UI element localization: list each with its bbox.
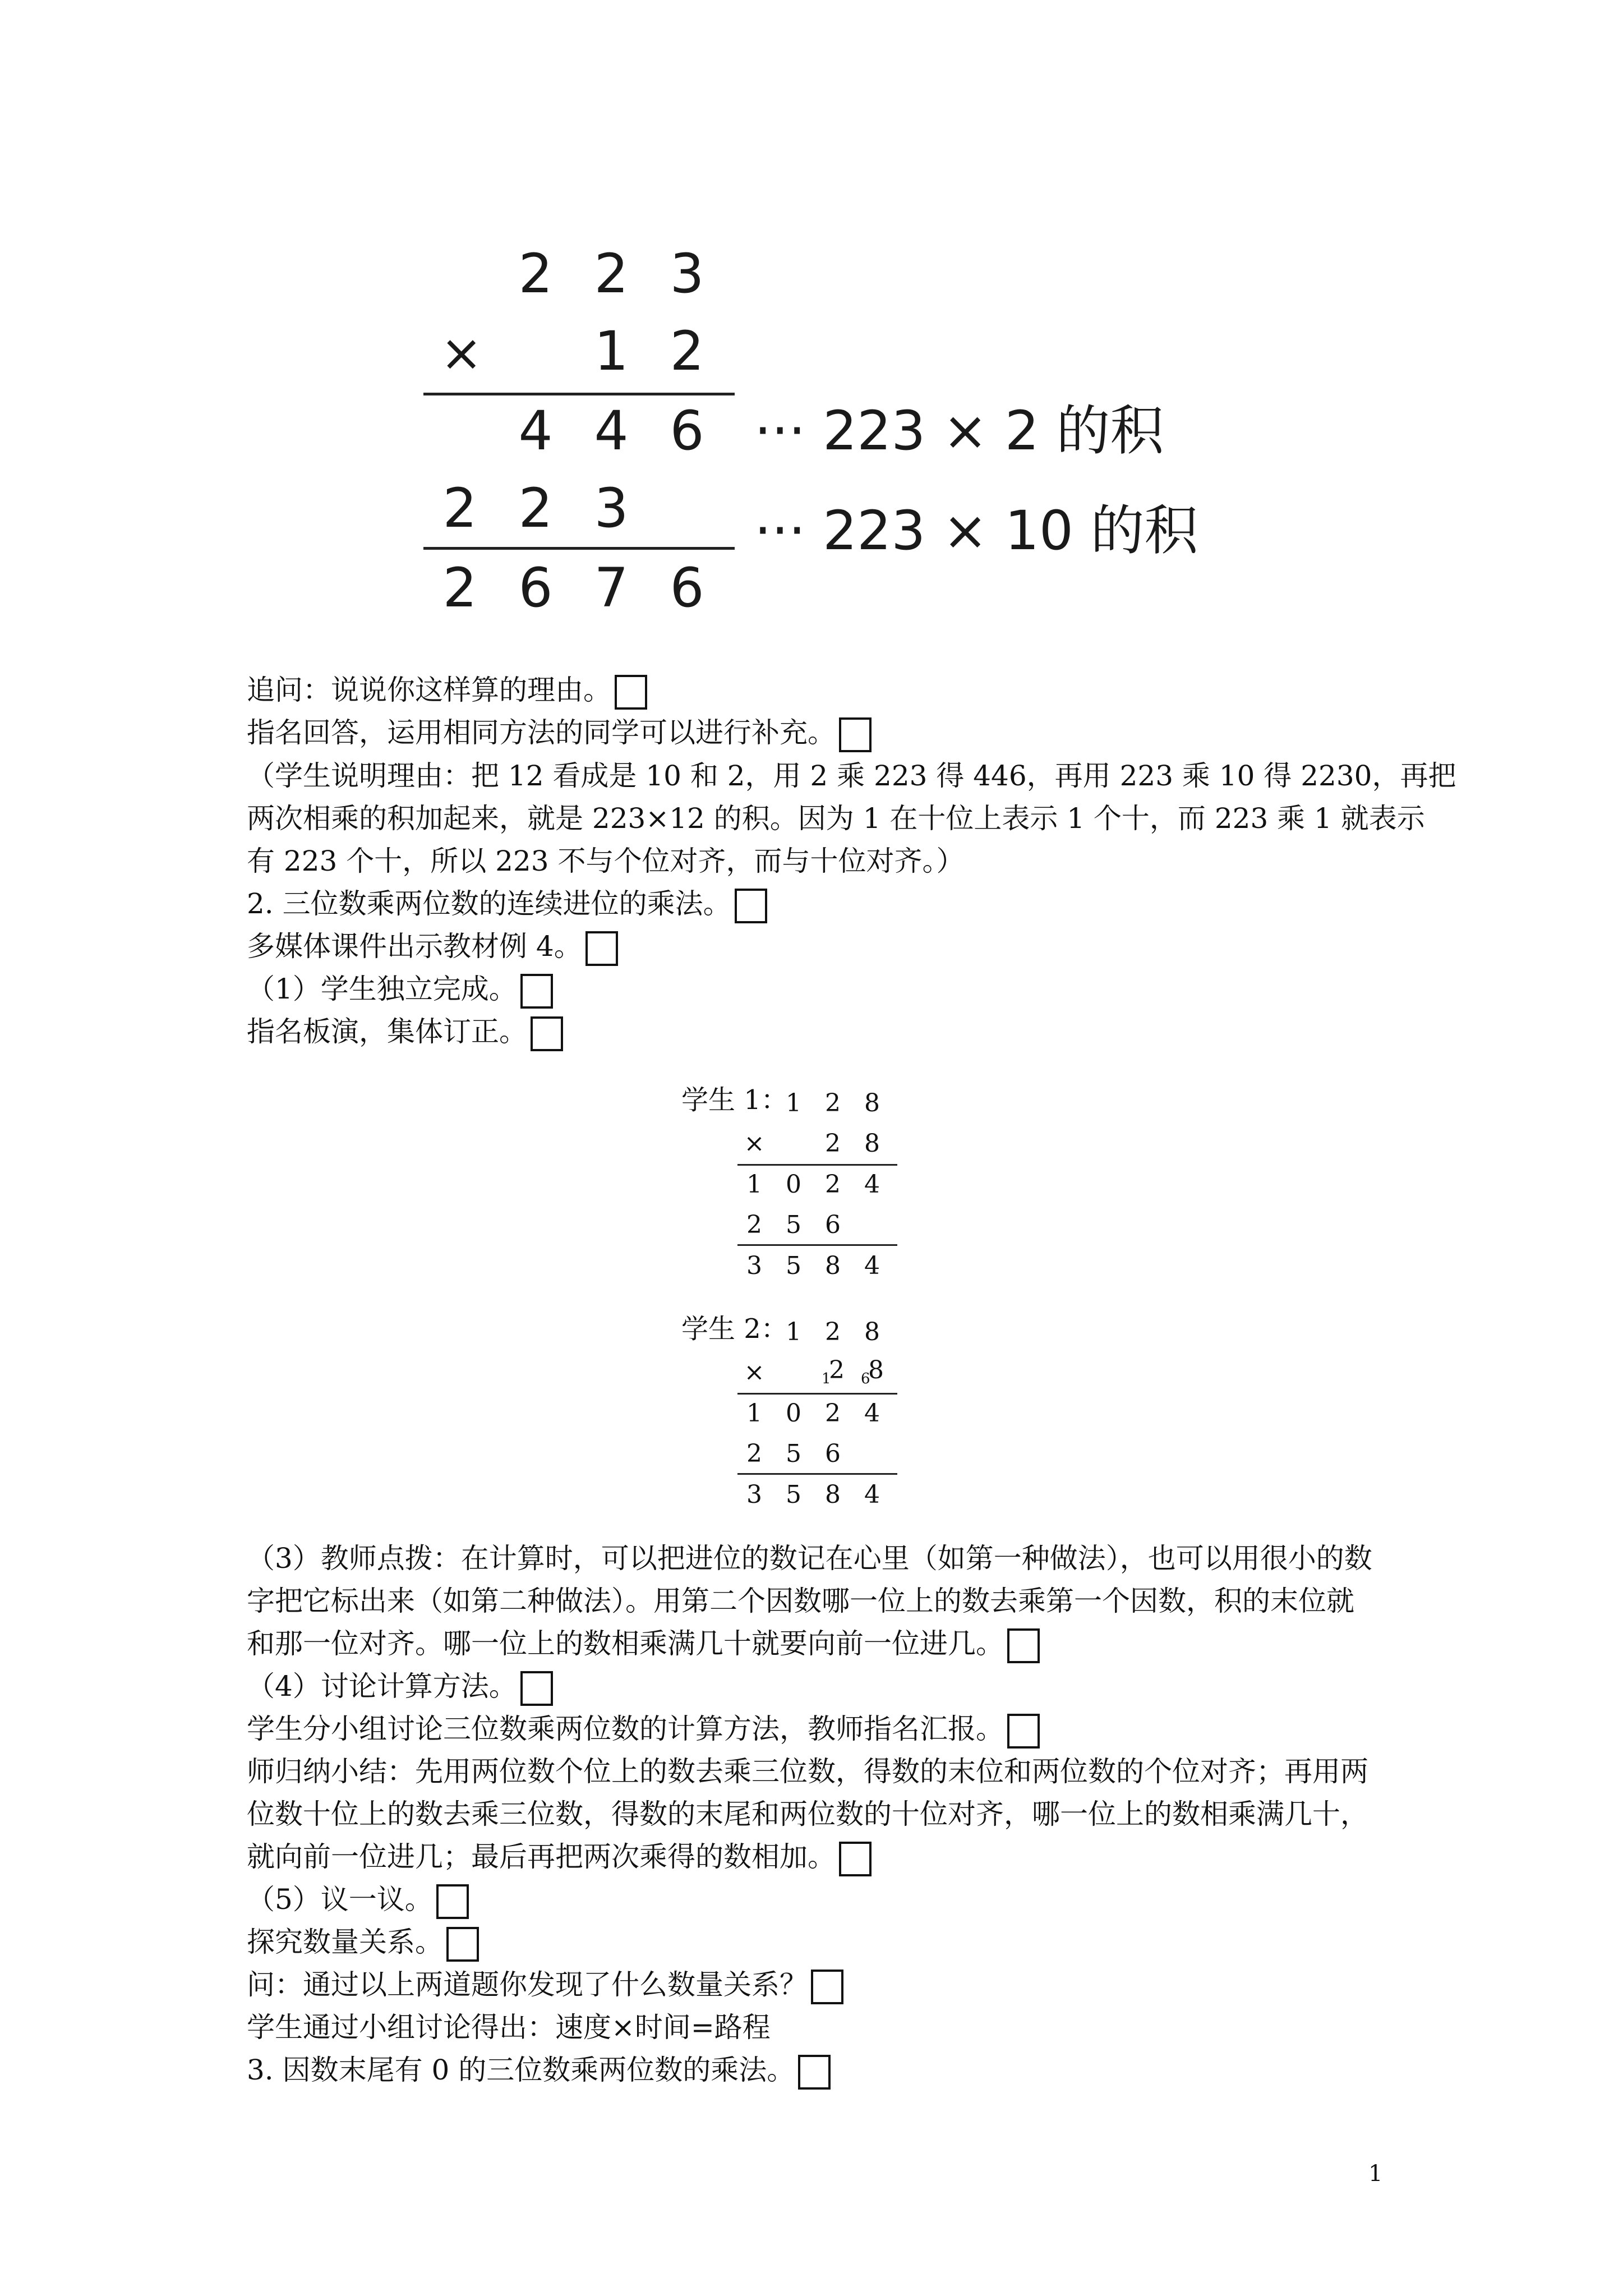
digit: 2 [746, 1211, 762, 1239]
checkbox[interactable] [520, 1671, 553, 1706]
multiplication-223x12 [0, 0, 1623, 628]
text-line [247, 968, 553, 1010]
digit: 0 [786, 1399, 801, 1428]
digit: 2 [442, 556, 477, 619]
text-line [247, 711, 872, 754]
digit: 6 [670, 399, 704, 462]
digit: 4 [864, 1251, 880, 1280]
line-text: 两次相乘的积加起来，就是 223×12 的积。因为 1 在十位上表示 1 个十，而 223 乘 1 就表示 [247, 802, 1425, 835]
line-text: 和那一位对齐。哪一位上的数相乘满几十就要向前一位进几。 [247, 1627, 1004, 1660]
digit: 6 [825, 1439, 841, 1468]
line-text: 学生通过小组讨论得出：速度×时间=路程 [247, 2011, 771, 2044]
line-text: 学生分小组讨论三位数乘两位数的计算方法，教师指名汇报。 [247, 1713, 1004, 1745]
digit: 2 [825, 1089, 841, 1117]
text-line [247, 1537, 1372, 1580]
page-number: 1 [1368, 2161, 1383, 2187]
checkbox[interactable] [436, 1884, 469, 1919]
text-line [247, 882, 767, 925]
digit: 1 [594, 320, 629, 383]
digit: 3 [746, 1251, 762, 1280]
digit: 1 [746, 1399, 762, 1428]
digit: 2 [670, 320, 704, 383]
digit: 2 [825, 1129, 841, 1158]
text-line [247, 925, 618, 968]
text-line [247, 1580, 1354, 1622]
line-text: 探究数量关系。 [247, 1926, 443, 1958]
line-text: （4）讨论计算方法。 [247, 1670, 517, 1703]
digit: 8 [864, 1089, 880, 1117]
digit: 3 [594, 477, 629, 540]
digit: 8 [864, 1318, 880, 1346]
line-text: 就向前一位进几；最后再把两次乘得的数相加。 [247, 1841, 836, 1873]
line-text: （5）议一议。 [247, 1883, 433, 1916]
checkbox[interactable] [798, 2055, 831, 2090]
digit: 2 [825, 1170, 841, 1199]
rule-line [737, 1393, 897, 1395]
text-line [247, 1708, 1040, 1750]
line-text: 3. 因数末尾有 0 的三位数乘两位数的乘法。 [247, 2054, 795, 2086]
text-line [247, 1010, 563, 1053]
digit: 0 [786, 1170, 801, 1199]
line-text: 多媒体课件出示教材例 4。 [247, 930, 582, 963]
line-text: 有 223 个十，所以 223 不与个位对齐，而与十位对齐。） [247, 845, 965, 877]
line-text: 师归纳小结：先用两位数个位上的数去乘三位数，得数的末位和两位数的个位对齐；再用两 [247, 1755, 1368, 1788]
digit: 6 [825, 1211, 841, 1239]
text-line [247, 2049, 831, 2091]
checkbox[interactable] [1007, 1628, 1040, 1663]
digit: 4 [864, 1480, 880, 1509]
rule-line [737, 1244, 897, 1246]
digit: 7 [594, 556, 629, 619]
digit: 2 [746, 1439, 762, 1468]
text-line [247, 1835, 872, 1878]
digit: 6 [670, 556, 704, 619]
multiply-sign: × [744, 1358, 765, 1387]
multiply-sign: × [440, 324, 483, 383]
digit: 5 [786, 1480, 801, 1509]
rule-line [423, 547, 735, 550]
text-line [247, 840, 964, 882]
line-text: 指名板演，集体订正。 [247, 1015, 527, 1048]
digit: 2 [518, 242, 553, 305]
digit: 4 [864, 1399, 880, 1428]
digit: 2 [825, 1318, 841, 1346]
digit: 3 [746, 1480, 762, 1509]
digit: 4 [594, 399, 629, 462]
text-line [247, 1622, 1040, 1665]
text-line [247, 2006, 771, 2049]
digit: 2 [825, 1399, 841, 1428]
checkbox[interactable] [585, 931, 618, 966]
checkbox[interactable] [735, 889, 767, 923]
text-line [247, 797, 1425, 840]
line-text: （学生说明理由：把 12 看成是 10 和 2，用 2 乘 223 得 446，再用 223 乘 10 得 2230，再把 [247, 760, 1456, 792]
line-text: 指名回答，运用相同方法的同学可以进行补充。 [247, 716, 836, 749]
rule-line [737, 1473, 897, 1475]
digit: 1 [786, 1318, 801, 1346]
digit: 5 [786, 1439, 801, 1468]
digit: 6 [518, 556, 553, 619]
digit: 4 [864, 1170, 880, 1199]
rule-line [423, 393, 735, 395]
text-line [247, 669, 647, 711]
rule-line [737, 1164, 897, 1166]
checkbox[interactable] [1007, 1714, 1040, 1749]
line-text: （3）教师点拨：在计算时，可以把进位的数记在心里（如第一种做法），也可以用很小的数 [247, 1542, 1372, 1575]
digit: 5 [786, 1211, 801, 1239]
digit: 8 [825, 1251, 841, 1280]
line-text: 问：通过以上两道题你发现了什么数量关系？ [247, 1968, 808, 2001]
line-text: 位数十位上的数去乘三位数，得数的末尾和两位数的十位对齐，哪一位上的数相乘满几十， [247, 1798, 1368, 1830]
text-line [247, 1793, 1368, 1835]
digit: 8 [825, 1480, 841, 1509]
carry-digit: 1 [822, 1370, 831, 1387]
student-1-calculation [681, 1080, 917, 1293]
multiply-sign: × [744, 1129, 765, 1158]
checkbox[interactable] [839, 1842, 872, 1876]
text-line [247, 1878, 469, 1921]
text-line [247, 1665, 553, 1708]
digit: 2 [594, 242, 629, 305]
text-line [247, 1921, 479, 1963]
student-label: 学生 2： [681, 1313, 788, 1345]
carry-digit: 6 [861, 1370, 870, 1387]
student-2-calculation [681, 1309, 917, 1522]
checkbox[interactable] [531, 1016, 563, 1051]
checkbox[interactable] [615, 675, 647, 710]
line-text: （1）学生独立完成。 [247, 973, 517, 1005]
text-line [247, 1750, 1368, 1793]
digit: 5 [786, 1251, 801, 1280]
digit: 4 [518, 399, 553, 462]
line-text: 追问：说说你这样算的理由。 [247, 674, 611, 706]
checkbox[interactable] [811, 1970, 843, 2004]
partial-product-note-1: ··· 223 × 2 的积 [754, 399, 1164, 462]
text-line [247, 754, 1456, 797]
digit: 1 [786, 1089, 801, 1117]
digit: 3 [670, 242, 704, 305]
digit: 2 [518, 477, 553, 540]
digit: 8 [868, 1356, 884, 1384]
checkbox[interactable] [446, 1927, 479, 1962]
line-text: 字把它标出来（如第二种做法）。用第二个因数哪一位上的数去乘第一个因数，积的末位就 [247, 1585, 1354, 1617]
digit: 2 [442, 477, 477, 540]
partial-product-note-2: ··· 223 × 10 的积 [754, 499, 1198, 562]
digit: 1 [746, 1170, 762, 1199]
checkbox[interactable] [520, 974, 553, 1009]
line-text: 2. 三位数乘两位数的连续进位的乘法。 [247, 887, 731, 920]
digit: 8 [864, 1129, 880, 1158]
checkbox[interactable] [839, 717, 872, 752]
student-label: 学生 1： [681, 1084, 788, 1116]
text-line [247, 1963, 843, 2006]
digit: 2 [829, 1356, 845, 1384]
